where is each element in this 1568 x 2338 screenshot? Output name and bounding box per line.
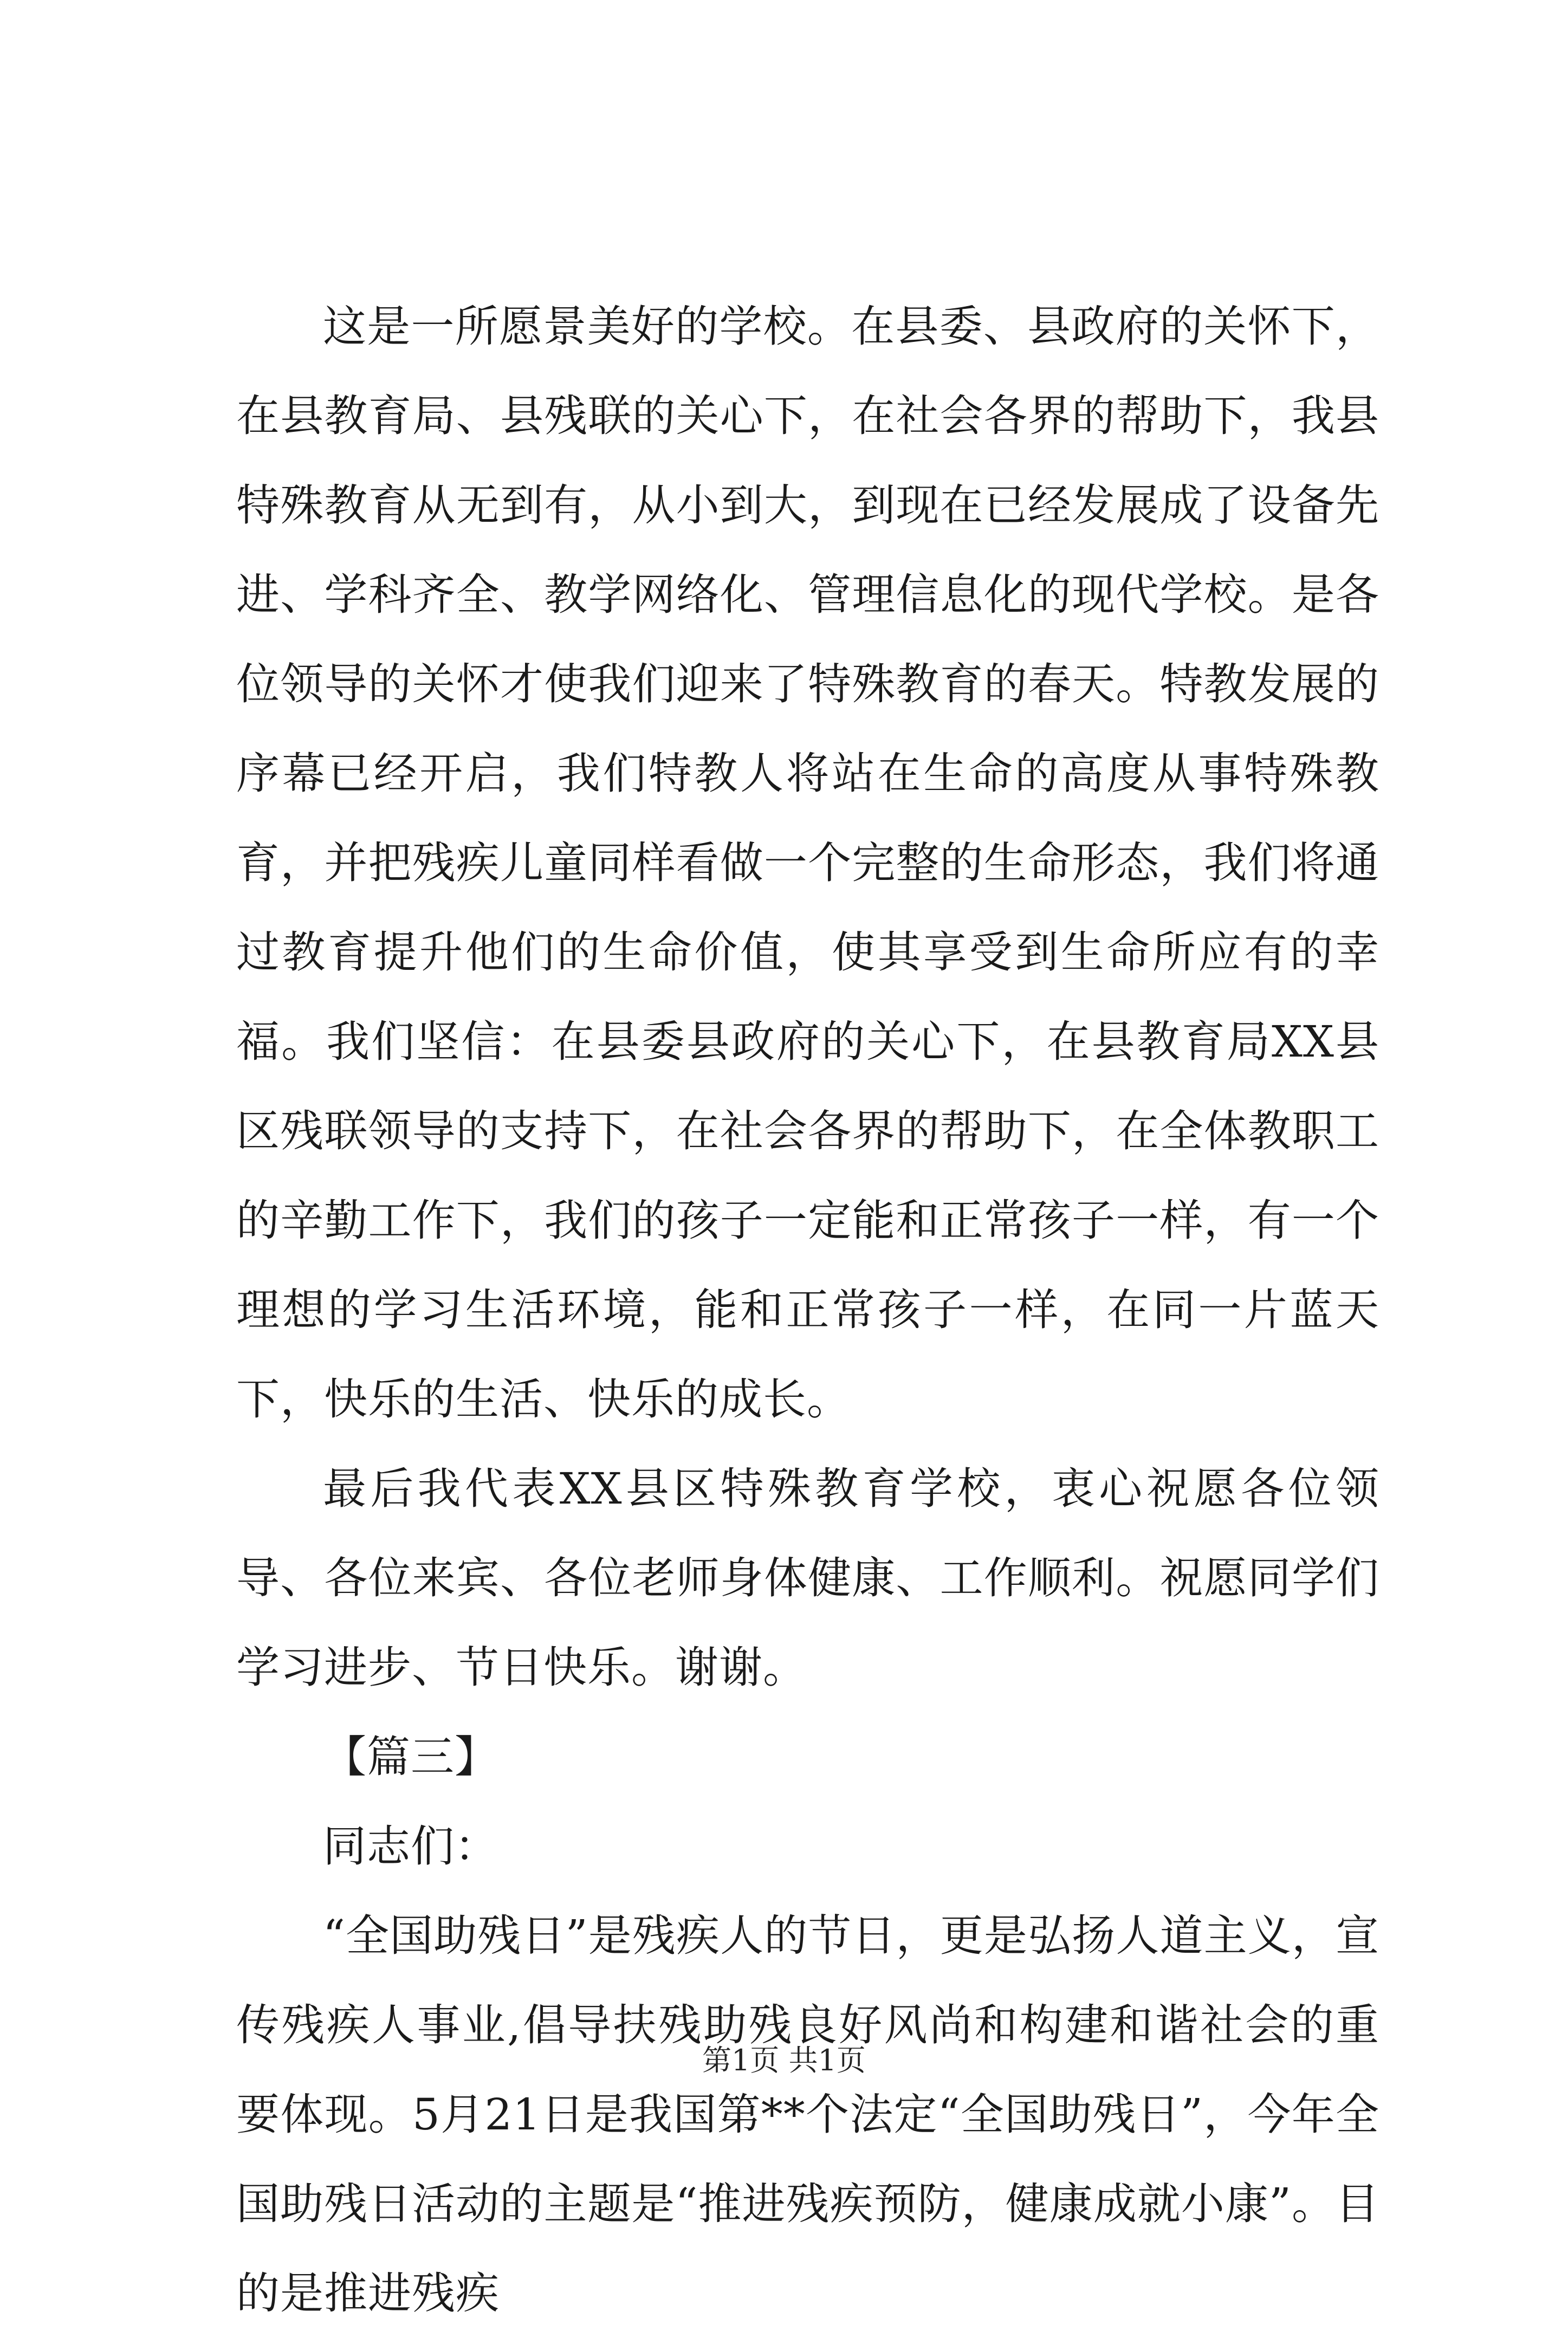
section-heading: 【篇三】 [323, 1732, 498, 1782]
document-body [236, 282, 1379, 2338]
paragraph-school-vision: 这是一所愿景美好的学校。在县委、县政府的关怀下，在县教育局、县残联的关心下，在社会各界的帮助下，我县特殊教育从无到有，从小到大，到现在已经发展成了设备先进、学科齐全、教学网络化、管理信息化的现代学校。是各位领导的关怀才使我们迎来了特殊教育的春天。特教发展的序幕已经开启，我们特教人将站在生命的高度从事特殊教育，并把残疾儿童同样看做一个完整的生命形态，我们将通过教育提升他们的生命价值，使其享受到生命所应有的幸福。我们坚信：在县委县政府的关心下，在县教育局XX县区残联领导的支持下，在社会各界的帮助下，在全体教职工的辛勤工作下，我们的孩子一定能和正常孩子一样，有一个理想的学习生活环境，能和正常孩子一样，在同一片蓝天下，快乐的生活、快乐的成长。 [236, 301, 1379, 1424]
paragraph-disability-day: “全国助残日”是残疾人的节日，更是弘扬人道主义，宣传残疾人事业,倡导扶残助残良好风尚和构建和谐社会的重要体现。5月21日是我国第**个法定“全国助残日”，今年全国助残日活动的主题是“推进残疾预防，健康成就小康”。目的是推进残疾 [236, 1910, 1379, 2318]
paragraph-closing-wishes: 最后我代表XX县区特殊教育学校，衷心祝愿各位领导、各位来宾、各位老师身体健康、工作顺利。祝愿同学们学习进步、节日快乐。谢谢。 [236, 1463, 1379, 1693]
page-footer: 第1页 共1页 [702, 2043, 866, 2077]
salutation: 同志们： [323, 1821, 498, 1871]
